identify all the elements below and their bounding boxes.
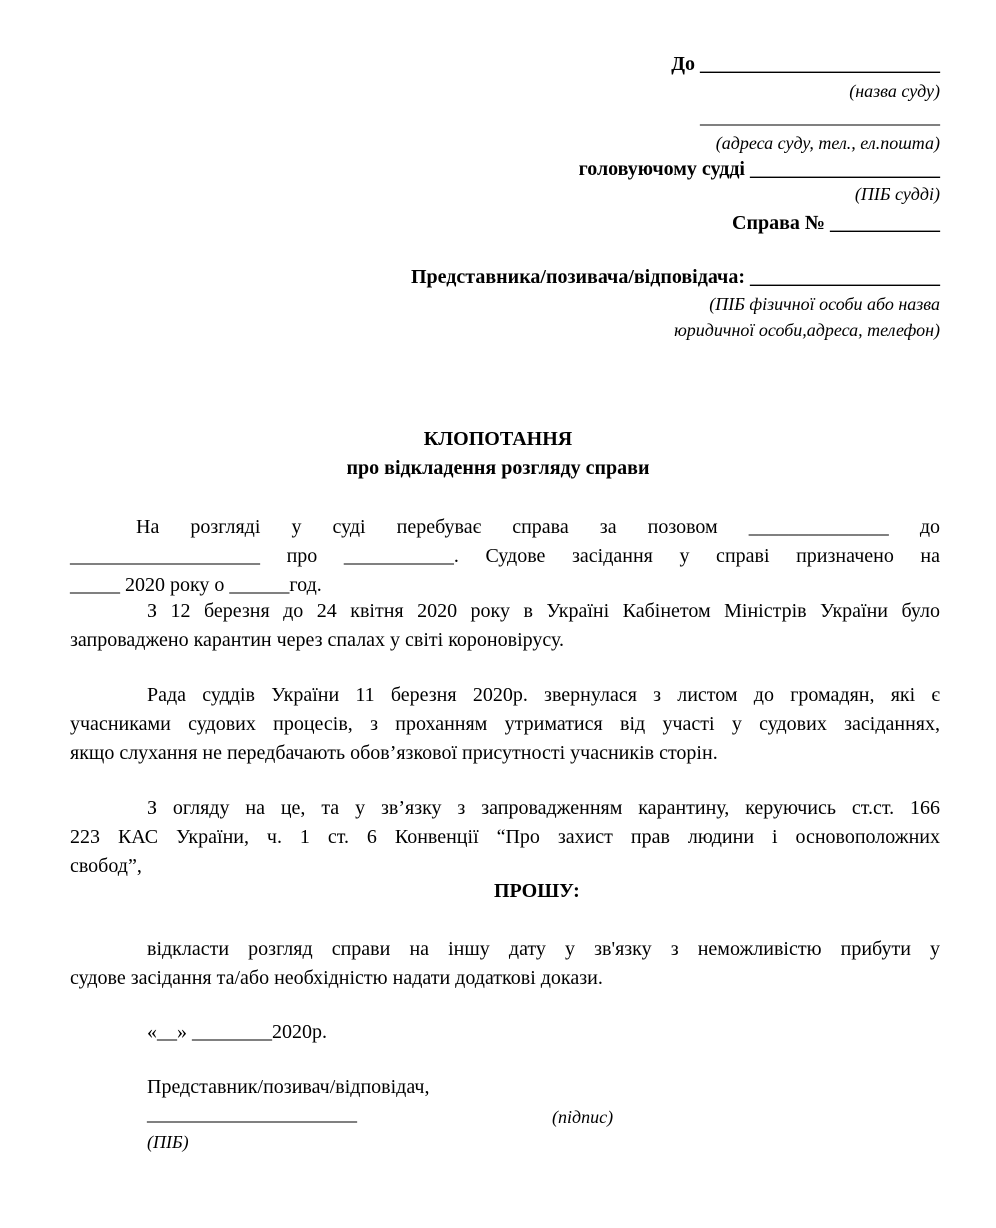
- date-line: «__» ________2020р.: [147, 1021, 327, 1043]
- paragraph-line: запроваджено карантин через спалах у світі короновірусу.: [70, 629, 564, 651]
- judge-name-hint: (ПІБ судді): [854, 184, 940, 204]
- paragraph-line: З 12 березня до 24 квітня 2020 року в Україні Кабінетом Міністрів України було: [147, 600, 940, 622]
- paragraph-line: З огляду на це, та у зв’язку з запровадженням карантину, керуючись ст.ст. 166: [147, 797, 940, 819]
- paragraph-line: відкласти розгляд справи на іншу дату у зв'язку з неможливістю прибути у: [147, 938, 940, 960]
- representative-line: Представника/позивача/відповідача: ___________________: [410, 266, 940, 288]
- paragraph-line: На розгляді у суді перебуває справа за позовом ______________ до: [136, 516, 940, 538]
- court-address-blank: ________________________: [700, 106, 940, 128]
- paragraph-line: судове засідання та/або необхідністю надати додаткові докази.: [70, 967, 603, 989]
- name-blank: _____________________: [147, 1103, 357, 1125]
- paragraph-quarantine: [70, 597, 940, 655]
- signature-hint: (підпис): [552, 1107, 614, 1127]
- paragraph-request: [70, 935, 940, 993]
- paragraph-line: ___________________ про ___________. Судове засідання у справі призначено на: [70, 545, 940, 567]
- paragraph-line: _____ 2020 року о ______год.: [70, 574, 322, 596]
- name-hint: (ПІБ): [147, 1132, 189, 1152]
- document-title: КЛОПОТАННЯ: [423, 428, 573, 450]
- paragraph-line: учасниками судових процесів, з проханням утриматися від участі у судових засіданнях,: [70, 713, 940, 735]
- representative-hint-2: юридичної особи,адреса, телефон): [674, 320, 940, 340]
- request-heading: ПРОШУ:: [494, 880, 580, 902]
- document-subtitle: про відкладення розгляду справи: [346, 457, 650, 479]
- paragraph-line: Рада суддів України 11 березня 2020р. звернулася з листом до громадян, які є: [147, 684, 940, 706]
- paragraph-council-letter: [70, 681, 940, 768]
- paragraph-case-info: [70, 513, 940, 600]
- addressee-court-line: До ________________________: [671, 53, 940, 75]
- signer-label: Представник/позивач/відповідач,: [147, 1076, 430, 1098]
- paragraph-legal-basis: [70, 794, 940, 881]
- paragraph-line: якщо слухання не передбачають обов’язкової присутності учасників сторін.: [70, 742, 718, 764]
- court-address-hint: (адреса суду, тел., ел.пошта): [715, 133, 940, 153]
- presiding-judge-line: головуючому судді ___________________: [578, 158, 940, 180]
- case-number-line: Справа № ___________: [732, 212, 940, 234]
- court-name-hint: (назва суду): [849, 81, 940, 101]
- paragraph-line: свобод”,: [70, 855, 142, 877]
- paragraph-line: 223 КАС України, ч. 1 ст. 6 Конвенції “Про захист прав людини і основоположних: [70, 826, 940, 848]
- representative-hint-1: (ПІБ фізичної особи або назва: [709, 294, 940, 314]
